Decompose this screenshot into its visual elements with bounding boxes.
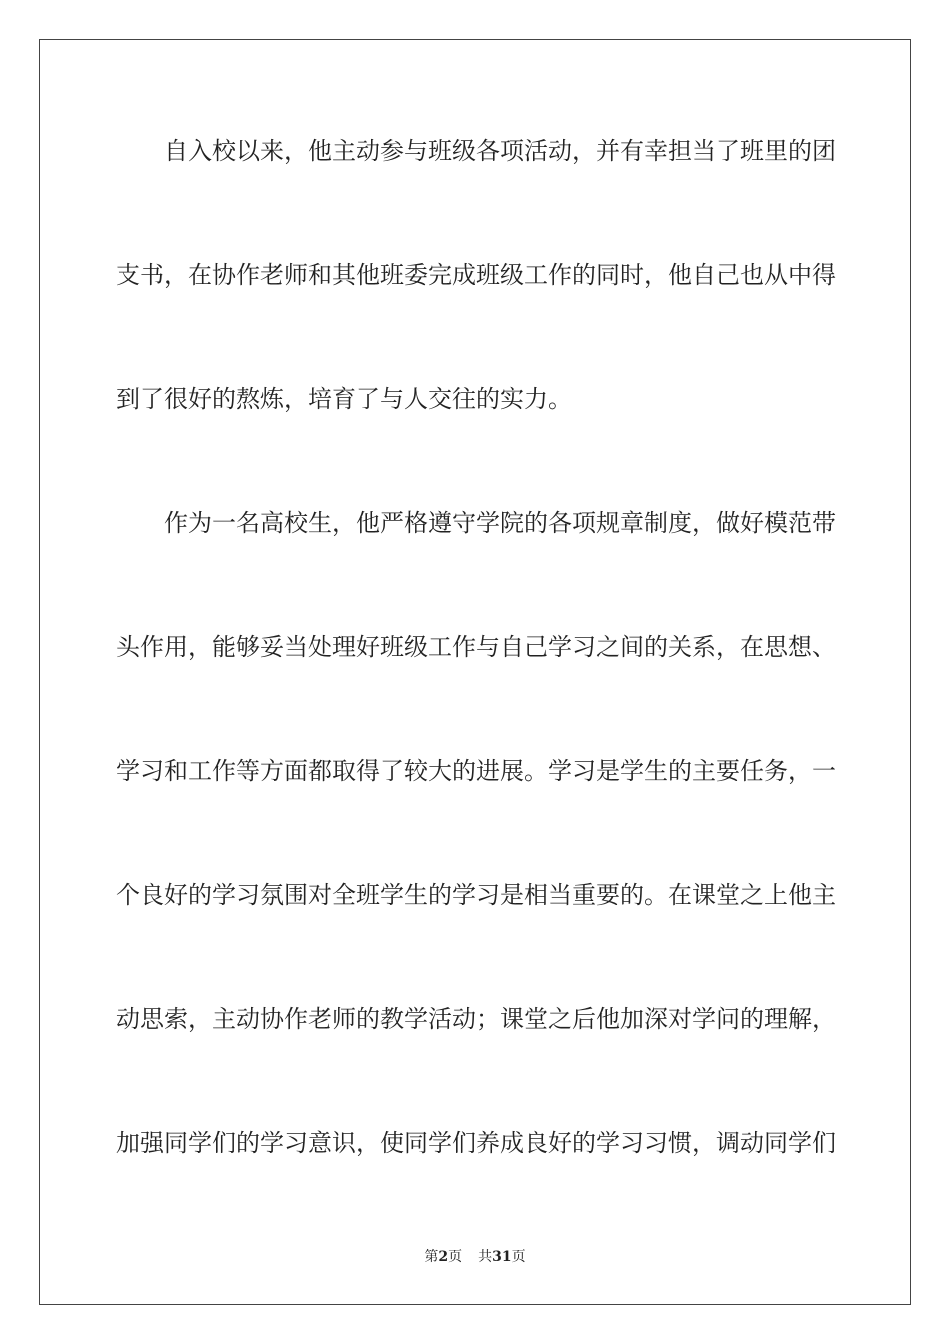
paragraph-2-line-3: 学习和工作等方面都取得了较大的进展。学习是学生的主要任务，一 <box>116 757 836 785</box>
paragraph-2-line-4: 个良好的学习氛围对全班学生的学习是相当重要的。在课堂之上他主 <box>116 881 836 909</box>
paragraph-2-line-6: 加强同学们的学习意识，使同学们养成良好的学习习惯，调动同学们 <box>116 1129 836 1157</box>
paragraph-2-line-2: 头作用，能够妥当处理好班级工作与自己学习之间的关系，在思想、 <box>116 633 836 661</box>
page-frame <box>39 39 911 1305</box>
paragraph-2-line-5: 动思索，主动协作老师的教学活动；课堂之后他加深对学问的理解， <box>116 1005 836 1033</box>
paragraph-1-line-2: 支书，在协作老师和其他班委完成班级工作的同时，他自己也从中得 <box>116 261 836 289</box>
total-pages: 共31页 <box>478 1249 526 1265</box>
paragraph-1-line-3: 到了很好的熬炼，培育了与人交往的实力。 <box>116 385 572 413</box>
page-footer <box>0 1246 950 1266</box>
paragraph-2-line-1: 作为一名高校生，他严格遵守学院的各项规章制度，做好模范带 <box>164 509 836 537</box>
page-number: 第2页 <box>424 1249 463 1265</box>
paragraph-1-line-1: 自入校以来，他主动参与班级各项活动，并有幸担当了班里的团 <box>164 137 836 165</box>
